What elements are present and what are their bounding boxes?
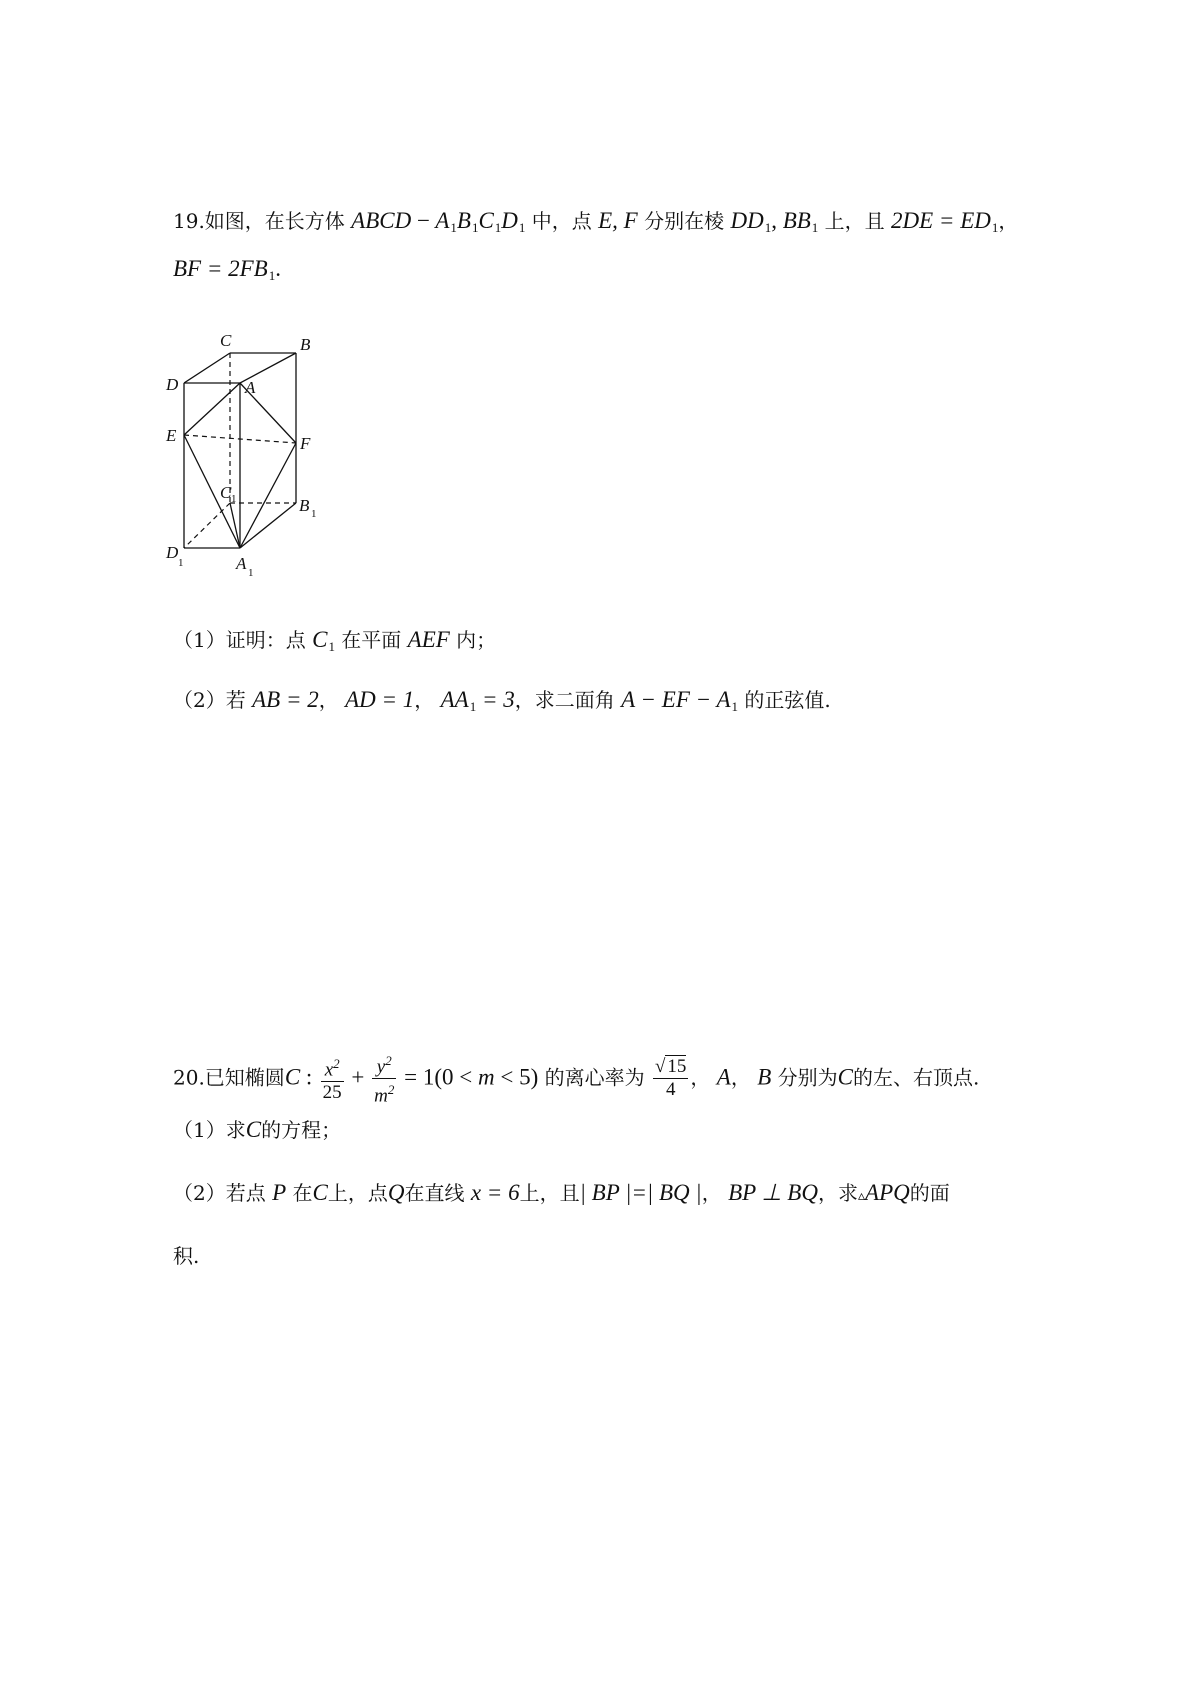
q19-edges-text: 分别在棱: [644, 209, 725, 233]
q19-part-1: （1）证明：点 $C_1$ 在平面 AEF 内；: [173, 627, 497, 654]
q19-comma: ，: [998, 209, 1019, 233]
label-C1: C: [220, 483, 232, 502]
label-C1-sub: 1: [231, 493, 237, 505]
label-B1: B: [299, 496, 310, 515]
given-AA1: $AA_1 = 3$: [440, 687, 515, 714]
ellipse-name: C: [284, 1064, 301, 1090]
q19-stem-line-1: [173, 207, 1018, 242]
label-F: F: [300, 434, 311, 453]
q20-part-2-cont: 积.: [173, 1244, 200, 1268]
label-D1-sub: 1: [178, 557, 184, 569]
abs-equal: | BP |=| BQ |: [579, 1180, 702, 1205]
label-D: D: [166, 375, 179, 394]
condition-2: BF = $2FB_1$: [173, 256, 276, 283]
q19-intro: 19.如图，在长方体: [173, 209, 345, 233]
q19-on-text: 上，且: [824, 209, 885, 233]
label-E: E: [166, 426, 177, 445]
box-name: ABCD − $A_1B_1C_1D_1$: [351, 208, 526, 235]
label-D1: D: [166, 543, 179, 562]
point-C1: $C_1$: [312, 627, 335, 654]
perpendicular: BP ⊥ BQ: [728, 1180, 818, 1205]
cuboid-figure: [166, 328, 358, 590]
given-AB: AB = 2: [252, 687, 319, 712]
condition-1: $2DE = ED_1$: [891, 208, 999, 235]
triangle-icon: ▵: [857, 1188, 866, 1204]
q19-mid: 中，点: [531, 209, 592, 233]
q19-part-2: （2）若 AB = 2， AD = 1， $AA_1 = 3$，求二面角 A − EF − $A_1$ 的正弦值.: [173, 687, 831, 714]
q20-part-2: （2）若点 P 在C上，点Q在直线 x = 6上，且| BP |=| BQ |， BP ⊥ BQ，求▵APQ的面: [173, 1180, 950, 1205]
q20-part-1: （1）求C的方程；: [173, 1117, 342, 1142]
eccentricity-value: $\frac{√ 15}{4}$: [654, 1056, 687, 1101]
label-A: A: [245, 378, 256, 397]
fraction-x2-25: $\frac{x^2}{25}$: [322, 1056, 342, 1104]
label-A1: A: [236, 554, 247, 573]
label-A1-sub: 1: [248, 567, 254, 579]
line-x6: x = 6: [470, 1180, 520, 1205]
plane-AEF: AEF: [407, 627, 450, 652]
given-AD: AD = 1: [345, 687, 415, 712]
q19-period: .: [275, 256, 281, 281]
q20-intro: 20.已知椭圆: [173, 1065, 285, 1090]
fraction-y2-m2: $\frac{y^2}{m^2}$: [374, 1053, 395, 1107]
label-C: C: [220, 331, 232, 350]
q20-stem-line-1: 20.已知椭圆C : $\frac{x^2}{25}$ + $\frac{y^2}{m^2}$ = 1(0 < m < 5) 的离心率为 $\frac{√ 15}{4}$ ， A， B 分别为C的左、右顶点.: [173, 1050, 979, 1108]
dihedral-angle: A − EF − $A_1$: [621, 687, 739, 714]
eccentricity-text: 的离心率为: [544, 1065, 645, 1090]
edge-names: $DD_1$, $BB_1$: [730, 208, 819, 235]
label-B1-sub: 1: [311, 508, 317, 520]
q19-stem-line-2: [173, 255, 281, 290]
label-B: B: [300, 335, 311, 354]
points-EF: E, F: [598, 208, 638, 233]
